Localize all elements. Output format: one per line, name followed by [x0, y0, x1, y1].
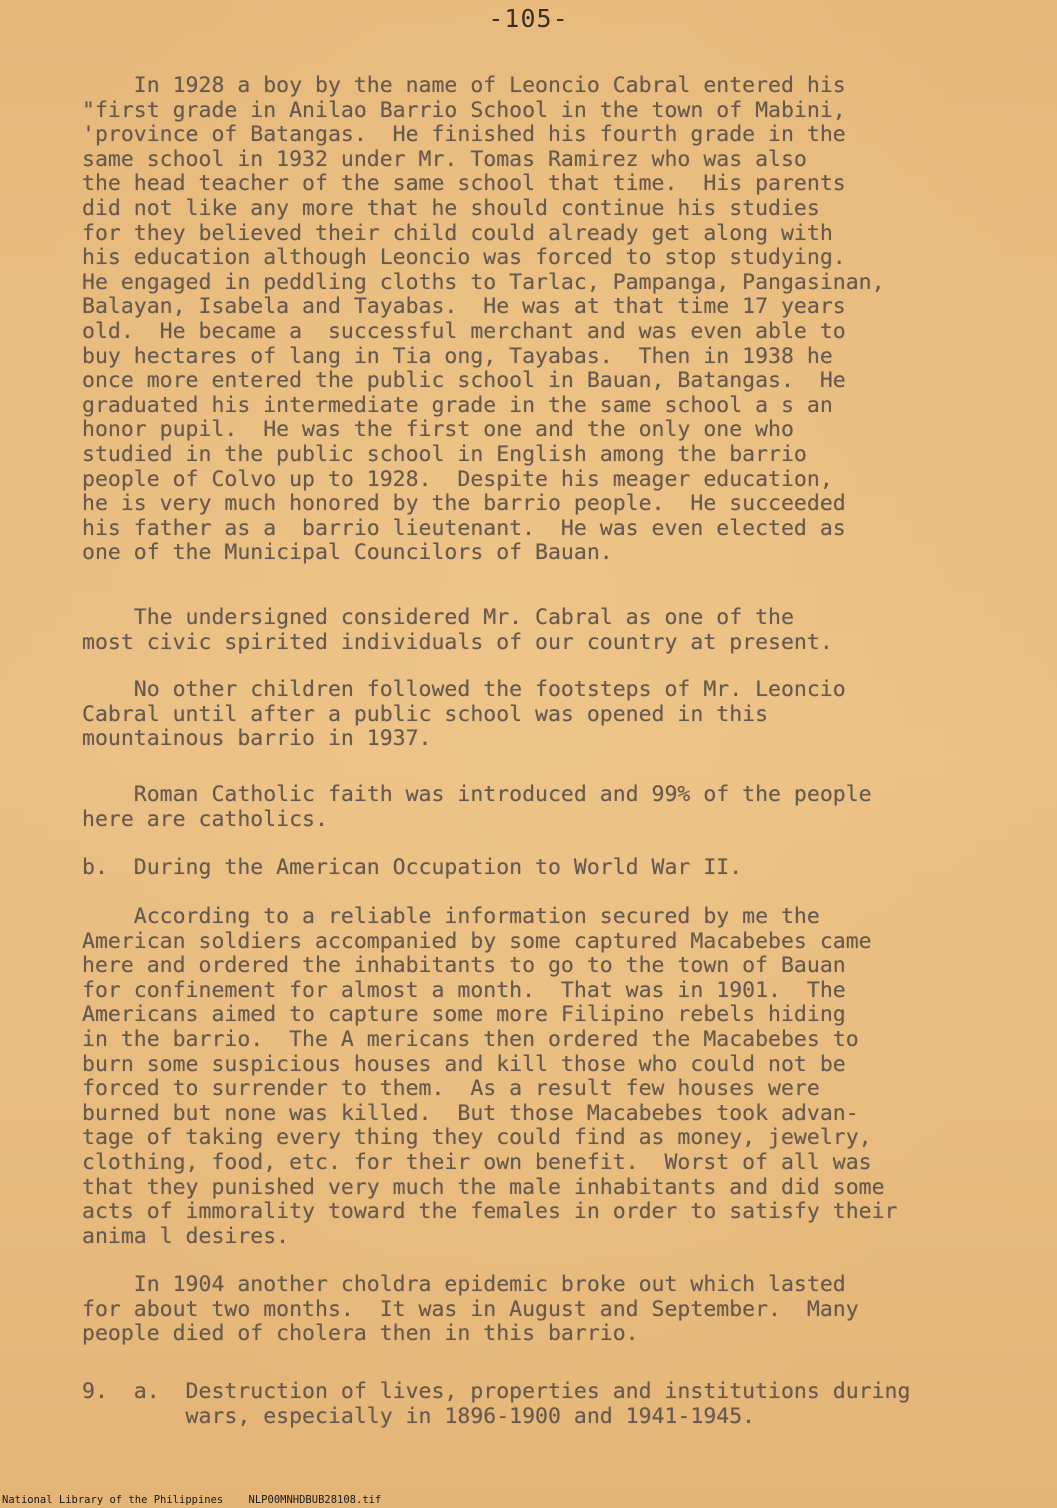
page-number: -105- [488, 4, 569, 33]
paragraph-cholera-epidemic: In 1904 another choldra epidemic broke out which lasted for about two months. It was in August and September. Many people died of cholera then in this barrio. [82, 1272, 859, 1347]
section-heading-destruction: 9. a. Destruction of lives, properties and institutions during wars, especially in 1896-1900 and 1941-1945. [82, 1379, 911, 1429]
paragraph-civic-spirited: The undersigned considered Mr. Cabral as one of the most civic spirited individuals of our country at present. [82, 605, 833, 655]
paragraph-leoncio-cabral: In 1928 a boy by the name of Leoncio Cabral entered his "first grade in Anilao Barrio School in the town of Mabini, 'province of Batangas. He finished his fourth grade in the same school in 1932 under Mr. Tomas Ramirez who was also the head teacher of the same school that time. His parents did not like any more that he should continue his studies for they believed their child could already get along with his education although Leoncio was forced to stop studying. He engaged in peddling cloths to Tarlac, Pampanga, Pangasinan, Balayan, Isabela and Tayabas. He was at that time 17 years old. He became a successful merchant and was even able to buy hectares of lang in Tia ong, Tayabas. Then in 1938 he once more entered the public school in Bauan, Batangas. He graduated his intermediate grade in the same school a s an honor pupil. He was the first one and the only one who studied in the public school in English among the barrio people of Colvo up to 1928. Despite his meager education, he is very much honored by the barrio people. He succeeded his father as a barrio lieutenant. He was even elected as one of the Municipal Councilors of Bauan. [82, 73, 885, 566]
paragraph-footsteps: No other children followed the footsteps of Mr. Leoncio Cabral until after a public school was opened in this mountainous barrio in 1937. [82, 677, 846, 752]
section-heading-american-occupation: b. During the American Occupation to World War II. [82, 855, 743, 880]
archive-footer: National Library of the Philippines NLP00MNHDBUB28108.tif [2, 1494, 382, 1506]
paragraph-macabebes: According to a reliable information secured by me the American soldiers accompanied by some captured Macabebes came here and ordered the inhabitants to go to the town of Bauan for confinement for almost a month. That was in 1901. The Americans aimed to capture some more Filipino rebels hiding in the barrio. The A mericans then ordered the Macabebes to burn some suspicious houses and kill those who could not be forced to surrender to them. As a result few houses were burned but none was killed. But those Macabebes took advan- tage of taking every thing they could find as money, jewelry, clothing, food, etc. for their own benefit. Worst of all was that they punished very much the male inhabitants and did some acts of immorality toward the females in order to satisfy their anima l desires. [82, 904, 898, 1249]
paragraph-catholic-faith: Roman Catholic faith was introduced and 99% of the people here are catholics. [82, 782, 872, 832]
